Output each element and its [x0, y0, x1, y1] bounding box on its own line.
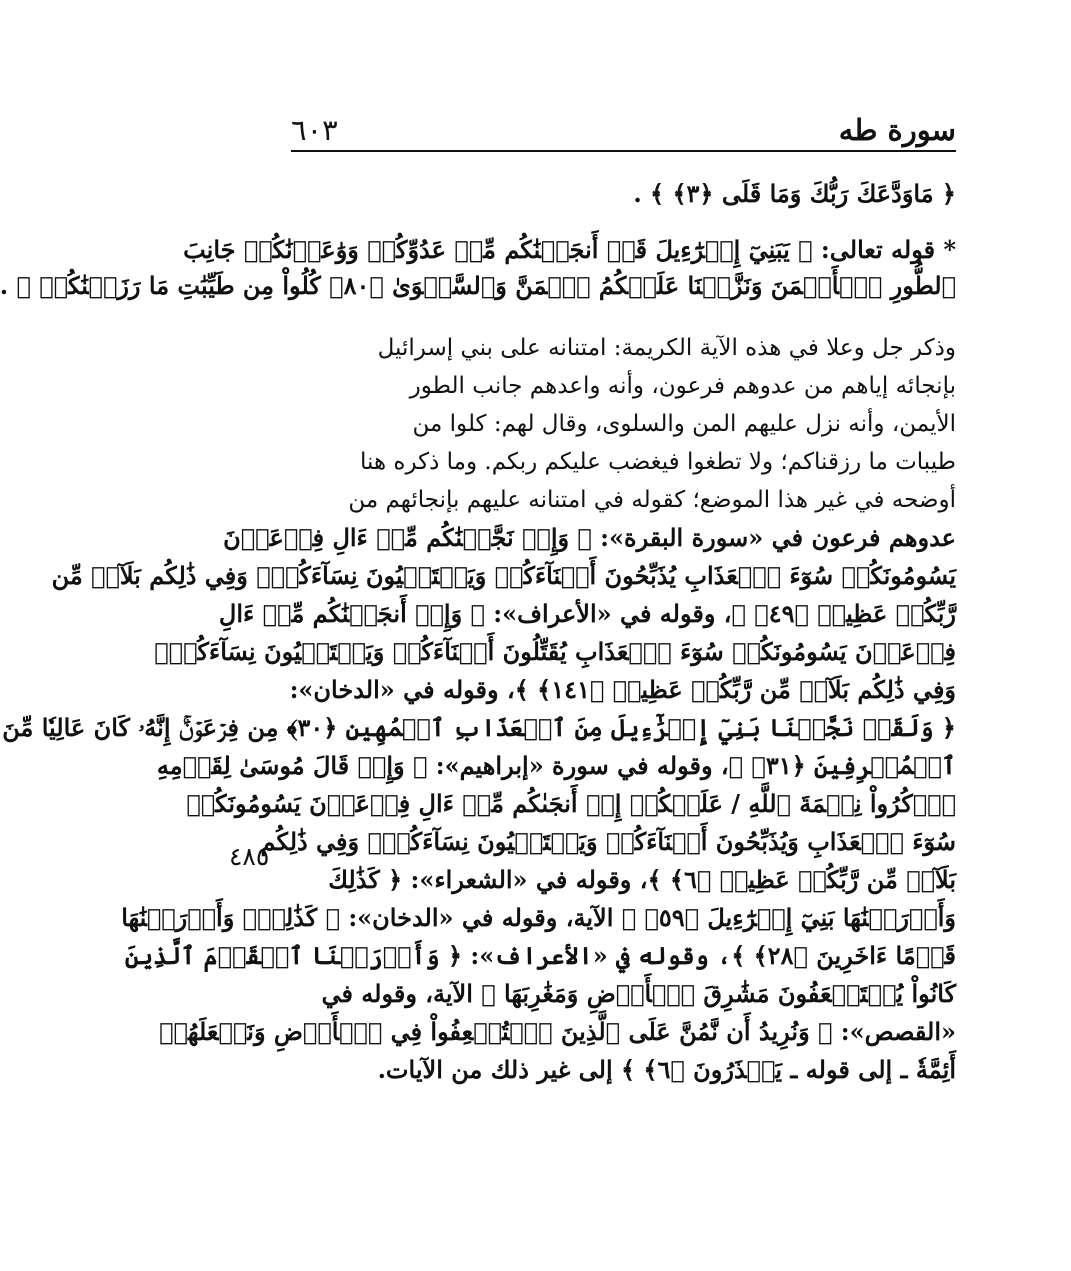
margin-note: ٤٨٥ [229, 842, 270, 871]
text-line: الأيمن، وأنه نزل عليهم المن والسلوى، وقال لهم: كلوا من [412, 411, 956, 437]
page-number: ٦٠٣ [291, 113, 338, 147]
text-line: ٱلۡمُسۡرِفِينَ ﴿٣١﴾ ﴾، وقوله في سورة «إبراهيم»: ﴿ وَإِذۡ قَالَ مُوسَىٰ لِقَوۡمِهِ [156, 751, 956, 780]
text-line: فِرۡعَوۡنَ يَسُومُونَكُمۡ سُوٓءَ ٱلۡعَذَابِ يُقَتِّلُونَ أَبۡنَآءَكُمۡ وَيَسۡتَحۡيُونَ نِسَآءَكُمۡۚ [154, 637, 956, 666]
text-line: رَّبِّكُمۡ عَظِيمٞ ﴿٤٩﴾ ﴾، وقوله في «الأعراف»: ﴿ وَإِذۡ أَنجَيۡنَٰكُم مِّنۡ ءَالِ [218, 599, 956, 628]
text-line: أَئِمَّةٗ ـ إلى قوله ـ يَحۡذَرُونَ ﴿٦﴾ ﴾ إلى غير ذلك من الآيات. [377, 1055, 956, 1084]
text-line: ﴿ مَاوَدَّعَكَ رَبُّكَ وَمَا قَلَى ﴿٣﴾ ﴾ . [633, 179, 956, 208]
text-line: طيبات ما رزقناكم؛ ولا تطغوا فيغضب عليكم ربكم. وما ذكره هنا [360, 449, 956, 475]
text-line: كَانُواْ يُسۡتَضۡعَفُونَ مَشَٰرِقَ ٱلۡأَرۡضِ وَمَغَٰرِبَهَا ﴾ الآية، وقوله في [321, 979, 956, 1008]
text-line: * قوله تعالى: ﴿ يَبَنِيٓ إِسۡرَٰٓءِيلَ قَدۡ أَنجَيۡنَٰكُم مِّنۡ عَدُوِّكُمۡ وَوَٰعَدۡنَٰكُمۡ جَانِبَ [183, 235, 956, 264]
text-line: عدوهم فرعون في «سورة البقرة»: ﴿ وَإِذۡ نَجَّيۡنَٰكُم مِّنۡ ءَالِ فِرۡعَوۡنَ [223, 523, 956, 552]
text-line: ٱلطُّورِ ٱلۡأَيۡمَنَ وَنَزَّلۡنَا عَلَيۡكُمُ ٱلۡمَنَّ وَٱلسَّلۡوَىٰ ﴿٨٠﴾ كُلُواْ مِن طَيِّبَٰتِ مَا رَزَقۡنَٰكُمۡ ﴾ . [0, 271, 956, 300]
text-line: قَوۡمًا ءَاخَرِينَ ﴿٢٨﴾ ﴾، وقوله في «الأعراف»: ﴿ وَأَوۡرَثۡنَا ٱلۡقَوۡمَ ٱلَّذِينَ [124, 941, 956, 970]
text-line: أوضحه في غير هذا الموضع؛ كقوله في امتنانه عليهم بإنجائهم من [348, 487, 956, 513]
text-line: يَسُومُونَكُمۡ سُوٓءَ ٱلۡعَذَابِ يُذَبِّحُونَ أَبۡنَآءَكُمۡ وَيَسۡتَحۡيُونَ نِسَآءَكُمۡۚ وَفِي ذَٰلِكُم بَلَآءٞ مِّن [51, 561, 956, 590]
surah-title: سورة طه [838, 113, 956, 147]
text-line: ﴿ وَلَقَدۡ نَجَّيۡنَا بَنِيٓ إِسۡرَٰٓءِيلَ مِنَ ٱلۡعَذَابِ ٱلۡمُهِينِ ﴿٣٠﴾ مِن فِرۡعَوۡنَۚ إِنَّهُۥ كَانَ عَالِيٗا مِّنَ [2, 713, 956, 742]
text-line: وذكر جل وعلا في هذه الآية الكريمة: امتنانه على بني إسرائيل [377, 335, 956, 361]
text-line: وَأَوۡرَثۡنَٰهَا بَنِيٓ إِسۡرَٰٓءِيلَ ﴿٥٩﴾ ﴾ الآية، وقوله في «الدخان»: ﴿ كَذَٰلِكَۖ وَأَوۡرَثۡنَٰهَا [121, 903, 956, 932]
text-line: بَلَآءٞ مِّن رَّبِّكُمۡ عَظِيمٞ ﴿٦﴾ ﴾، وقوله في «الشعراء»: ﴿ كَذَٰلِكَ [328, 865, 956, 894]
text-line: وَفِي ذَٰلِكُم بَلَآءٞ مِّن رَّبِّكُمۡ عَظِيمٞ ﴿١٤١﴾ ﴾، وقوله في «الدخان»: [289, 675, 956, 704]
text-line: ٱذۡكُرُواْ نِعۡمَةَ ٱللَّهِ / عَلَيۡكُمۡ إِذۡ أَنجَىٰكُم مِّنۡ ءَالِ فِرۡعَوۡنَ يَسُومُونَكُمۡ [186, 789, 956, 818]
page-header [291, 112, 956, 152]
text-line: «القصص»: ﴿ وَنُرِيدُ أَن نَّمُنَّ عَلَى ٱلَّذِينَ ٱسۡتُضۡعِفُواْ فِي ٱلۡأَرۡضِ وَنَجۡعَلَهُمۡ [159, 1017, 956, 1046]
text-line: بإنجائه إياهم من عدوهم فرعون، وأنه واعدهم جانب الطور [409, 373, 956, 399]
text-line: سُوٓءَ ٱلۡعَذَابِ وَيُذَبِّحُونَ أَبۡنَآءَكُمۡ وَيَسۡتَحۡيُونَ نِسَآءَكُمۡۚ وَفِي ذَٰلِكُم [260, 827, 956, 856]
